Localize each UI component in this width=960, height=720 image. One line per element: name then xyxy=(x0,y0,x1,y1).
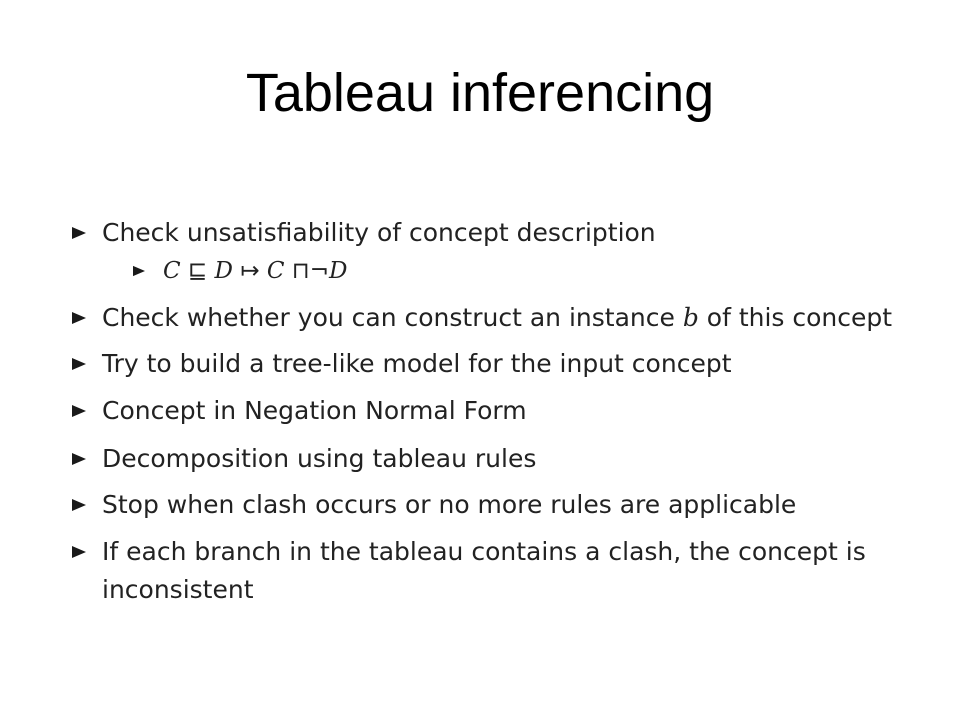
bullet-item xyxy=(72,299,922,337)
bullet-text: Decomposition using tableau rules xyxy=(102,444,537,473)
triangle-bullet-icon xyxy=(72,486,102,524)
triangle-bullet-icon xyxy=(72,533,102,571)
bullet-text: Try to build a tree-like model for the input concept xyxy=(102,349,732,378)
formula-var-d: D xyxy=(329,258,348,284)
formula-meet-symbol: ⊓ xyxy=(291,258,310,284)
bullet-text-part: Check whether you can construct an instance xyxy=(102,303,683,332)
bullet-text xyxy=(102,299,922,337)
instance-variable: b xyxy=(682,303,699,332)
bullet-text: Check unsatisfiability of concept description xyxy=(102,218,656,247)
subsumption-formula xyxy=(163,254,893,288)
formula-negation-symbol: ¬ xyxy=(309,258,330,284)
bullet-item xyxy=(72,533,922,609)
formula-var-c: C xyxy=(163,258,181,284)
triangle-bullet-icon xyxy=(133,254,163,288)
triangle-bullet-icon xyxy=(72,299,102,337)
bullet-item xyxy=(72,440,922,478)
formula-subsumption-symbol: ⊑ xyxy=(187,258,208,284)
sub-bullet-item xyxy=(133,254,893,288)
slide-title: Tableau inferencing xyxy=(245,63,715,123)
triangle-bullet-icon xyxy=(72,392,102,430)
bullet-item xyxy=(72,486,922,524)
formula-mapsto-symbol: ↦ xyxy=(240,258,260,284)
triangle-bullet-icon xyxy=(72,214,102,252)
bullet-item xyxy=(72,345,922,383)
bullet-text: Stop when clash occurs or no more rules are applicable xyxy=(102,490,797,519)
triangle-bullet-icon xyxy=(72,440,102,478)
bullet-text: If each branch in the tableau contains a clash, the concept is inconsistent xyxy=(102,537,866,604)
bullet-text-part: of this concept xyxy=(698,303,893,332)
bullet-item xyxy=(72,392,922,430)
triangle-bullet-icon xyxy=(72,345,102,383)
bullet-text: Concept in Negation Normal Form xyxy=(102,396,527,425)
bullet-item xyxy=(72,214,922,252)
formula-var-c: C xyxy=(266,258,285,284)
formula-var-d: D xyxy=(214,258,233,284)
